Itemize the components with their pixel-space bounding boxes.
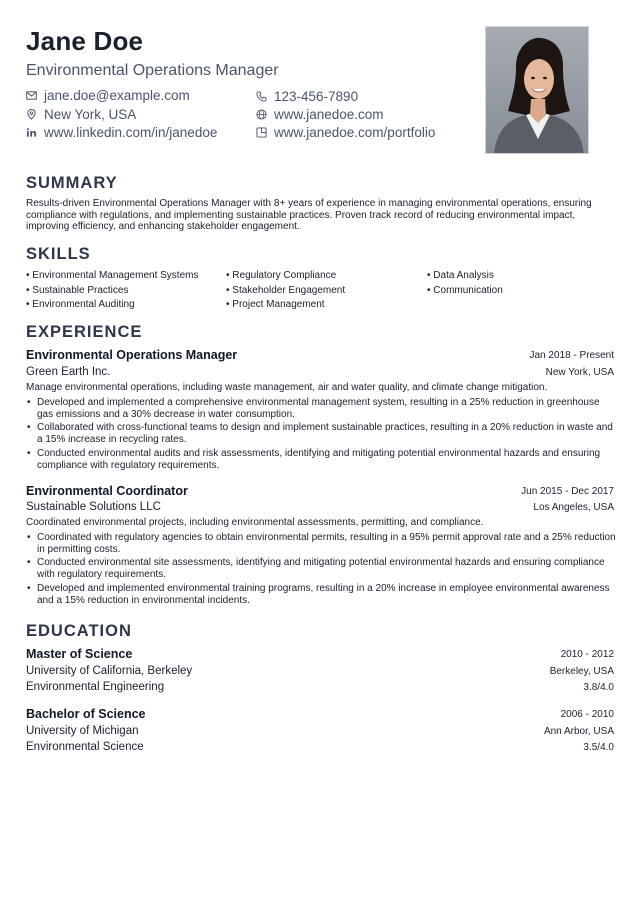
job-bullet: • Conducted environmental site assessments, identifying and mitigating potential environmental hazards and ensuring compliance with regulatory requirements. [27,557,605,581]
job-bullet: • Coordinated with regulatory agencies to obtain environmental permits, resulting in a 95% permit approval rate and a 25% reduction in permitting costs. [27,532,616,555]
phone-icon [256,91,267,102]
education-heading: EDUCATION [26,622,132,640]
job-bullet: • Collaborated with cross-functional teams to design and implement sustainable practices, resulting in a 20% reduction in waste and a 15% increase in recycling rates. [27,422,613,446]
edu-degree: Master of Science [26,647,133,661]
job-location: New York, USA [545,367,614,378]
experience-heading: EXPERIENCE [26,323,143,341]
edu-school: University of California, Berkeley [26,665,193,677]
job-dates: Jun 2015 - Dec 2017 [521,486,614,497]
skill-item: • Regulatory Compliance [226,270,337,281]
edu-field: Environmental Science [26,741,144,753]
mail-icon [26,90,37,101]
skill-item: • Sustainable Practices [26,285,129,296]
phone-text: 123-456-7890 [274,89,359,104]
edu-gpa: 3.5/4.0 [583,742,614,753]
job-bullet: • Developed and implemented environmental training programs, resulting in a 20% increase in employee environmental awareness and a 15% reduction in environmental incidents. [27,582,610,606]
location-text: New York, USA [44,107,137,122]
edu-field: Environmental Engineering [26,681,165,693]
edu-degree: Bachelor of Science [26,707,146,721]
location-pin-icon [26,109,37,120]
edu-location: Berkeley, USA [549,666,614,677]
portfolio-text: www.janedoe.com/portfolio [274,125,436,140]
contact-phone[interactable] [256,89,358,104]
summary-heading: SUMMARY [26,174,118,192]
edu-dates: 2006 - 2010 [560,709,614,720]
job-dates: Jan 2018 - Present [529,350,614,361]
globe-icon [256,109,267,120]
email-text: jane.doe@example.com [44,88,190,103]
portfolio-icon [256,127,267,138]
job-title: Environmental Operations Manager [26,348,238,362]
profile-photo-image [486,27,589,154]
website-text: www.janedoe.com [274,107,384,122]
job-location: Los Angeles, USA [533,502,614,513]
job-description: Coordinated environmental projects, including environmental assessments, permitting, and compliance. [26,517,484,528]
skill-item: • Communication [427,285,503,296]
skill-item: • Environmental Management Systems [26,270,199,281]
skill-item: • Data Analysis [427,270,494,281]
contact-linkedin[interactable] [26,125,217,140]
skills-heading: SKILLS [26,245,91,263]
edu-location: Ann Arbor, USA [543,726,614,737]
linkedin-icon [26,127,37,138]
candidate-title: Environmental Operations Manager [26,62,279,79]
job-title: Environmental Coordinator [26,484,188,498]
job-company: Green Earth Inc. [26,366,111,378]
edu-school: University of Michigan [26,725,139,737]
summary-text: Results-driven Environmental Operations Manager with 8+ years of experience in managing environmental operations, ensuring compliance with regulations, and implementing sustainable practices. Proven track record of reducing environmental impact, improving efficiency, and enhancing stakeholder engagement. [26,198,592,233]
job-bullets [26,532,616,608]
job-bullet: • Developed and implemented a comprehensive environmental management system, resulting in a 25% reduction in greenhouse gas emissions and a 30% decrease in water consumption. [27,397,600,420]
skill-item: • Environmental Auditing [26,299,135,310]
job-bullet: • Conducted environmental audits and risk assessments, identifying and mitigating potential environmental hazards and ensuring compliance with regulatory requirements. [27,447,601,471]
contact-location [26,107,136,122]
job-bullets [26,397,616,473]
skill-item: • Stakeholder Engagement [226,285,346,296]
profile-photo [485,26,589,154]
job-company: Sustainable Solutions LLC [26,501,161,513]
edu-gpa: 3.8/4.0 [583,682,614,693]
candidate-name: Jane Doe [26,26,144,56]
contact-email[interactable] [26,88,190,103]
contact-website[interactable] [256,107,384,122]
edu-dates: 2010 - 2012 [560,649,614,660]
linkedin-text: www.linkedin.com/in/janedoe [44,125,218,140]
skill-item: • Project Management [226,299,325,310]
contact-portfolio[interactable] [256,125,435,140]
job-description: Manage environmental operations, including waste management, air and water quality, and climate change mitigation. [26,382,548,393]
